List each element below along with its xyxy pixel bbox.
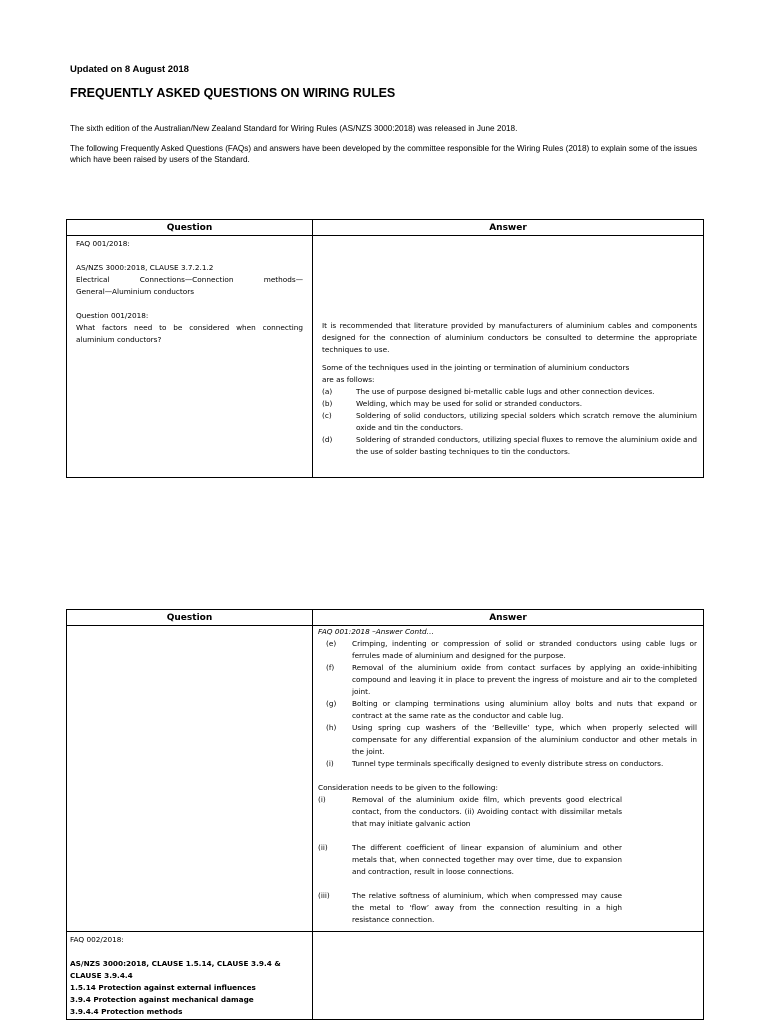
list-item [318, 698, 697, 722]
list-item-text: Crimping, indenting or compression of solid or stranded conductors using cable lugs or ferrules made of aluminium and designed for the purpose. [352, 639, 697, 660]
faq-table-2 [66, 609, 704, 1020]
consideration-item [318, 890, 622, 926]
answer-column-header: Answer [313, 220, 704, 236]
list-item-text: The use of purpose designed bi-metallic cable lugs and other connection devices. [356, 387, 655, 396]
answer-paragraph-2-line-2: are as follows: [322, 375, 375, 384]
consideration-text: The relative softness of aluminium, which when compressed may cause the metal to ‘flow’ away from the connection resulting in a high resistance connection. [352, 891, 622, 924]
page-title: FREQUENTLY ASKED QUESTIONS ON WIRING RULES [70, 86, 396, 100]
list-item [318, 638, 697, 662]
list-item [318, 758, 697, 770]
faq-topic-line-1: Electrical Connections—Connection methods— [76, 275, 303, 284]
list-item [322, 386, 697, 398]
answer-cell [313, 236, 704, 478]
consideration-label: (i) [318, 795, 326, 804]
faq-002-topic: 3.9.4 Protection against mechanical damage [70, 995, 254, 1004]
list-item-text: Bolting or clamping terminations using aluminium alloy bolts and nuts that expand or contract at the same rate as the conductor and cable lug. [352, 699, 697, 720]
question-cell-empty [67, 626, 313, 932]
question-column-header: Question [67, 610, 313, 626]
list-item [322, 398, 697, 410]
answer-cell-faq-002 [313, 932, 704, 1020]
question-cell [67, 236, 313, 478]
faq-clause: AS/NZS 3000:2018, CLAUSE 3.7.2.1.2 [76, 263, 214, 272]
faq-002-clause: AS/NZS 3000:2018, CLAUSE 1.5.14, CLAUSE 3.9.4 & CLAUSE 3.9.4.4 [70, 959, 281, 980]
list-item-label: (g) [326, 699, 337, 708]
answer-paragraph-2-line-1: Some of the techniques used in the jointing or termination of aluminium conductors [322, 363, 630, 372]
question-cell-faq-002 [67, 932, 313, 1020]
updated-date: Updated on 8 August 2018 [70, 64, 189, 75]
answer-column-header: Answer [313, 610, 704, 626]
answer-continued-label: FAQ 001:2018 –Answer Contd… [318, 627, 434, 636]
faq-topic-line-2: General—Aluminium conductors [76, 287, 195, 296]
list-item-text: Tunnel type terminals specifically designed to evenly distribute stress on conductors. [352, 759, 664, 768]
list-item-text: Welding, which may be used for solid or stranded conductors. [356, 399, 583, 408]
list-item-label: (c) [322, 411, 332, 420]
list-item [318, 662, 697, 698]
answer-paragraph-1: It is recommended that literature provided by manufacturers of aluminium cables and components designed for the connection of aluminium conductors be consulted to determine the appropriate techniques to use. [322, 321, 697, 354]
answer-cell-continued [313, 626, 704, 932]
list-item [322, 434, 697, 458]
list-item-text: Using spring cup washers of the ‘Belleville’ type, which when properly selected will compensate for any differential expansion of the aluminium conductor and other metals in the joint. [352, 723, 697, 756]
faq-002-id: FAQ 002/2018: [70, 935, 124, 944]
consideration-text: Removal of the aluminium oxide film, which prevents good electrical contact, from the conductors. (ii) Avoiding contact with dissimilar metals that may initiate galvanic action [352, 795, 622, 828]
question-column-header: Question [67, 220, 313, 236]
list-item-label: (a) [322, 387, 333, 396]
faq-id: FAQ 001/2018: [76, 239, 130, 248]
question-text: What factors need to be considered when connecting aluminium conductors? [76, 323, 303, 344]
list-item-label: (h) [326, 723, 337, 732]
list-item-label: (i) [326, 759, 334, 768]
consideration-item [318, 794, 622, 830]
consideration-item [318, 842, 622, 878]
consideration-label: (iii) [318, 891, 330, 900]
consideration-intro: Consideration needs to be given to the following: [318, 783, 498, 792]
list-item-label: (e) [326, 639, 337, 648]
consideration-text: The different coefficient of linear expansion of aluminium and other metals that, when connected together may over time, due to expansion and contraction, result in loose connections. [352, 843, 622, 876]
list-item [318, 722, 697, 758]
faq-table-1 [66, 219, 704, 478]
intro-paragraph-2: The following Frequently Asked Questions (FAQs) and answers have been developed by the committee responsible for the Wiring Rules (2018) to explain some of the issues which have been raised by users of the Standard. [70, 144, 698, 164]
list-item-label: (f) [326, 663, 335, 672]
list-item-label: (d) [322, 435, 333, 444]
faq-002-topic: 3.9.4.4 Protection methods [70, 1007, 183, 1016]
list-item [322, 410, 697, 434]
question-id: Question 001/2018: [76, 311, 149, 320]
list-item-text: Soldering of solid conductors, utilizing special solders which scratch remove the aluminium oxide and tin the conductors. [356, 411, 697, 432]
list-item-label: (b) [322, 399, 333, 408]
list-item-text: Removal of the aluminium oxide from contact surfaces by applying an oxide-inhibiting compound and leaving it in place to prevent the ingress of moisture and air to the completed joint. [352, 663, 697, 696]
list-item-text: Soldering of stranded conductors, utilizing special fluxes to remove the aluminium oxide and the use of solder basting techniques to tin the conductors. [356, 435, 697, 456]
intro-paragraph-1: The sixth edition of the Australian/New Zealand Standard for Wiring Rules (AS/NZS 3000:2018) was released in June 2018. [70, 124, 518, 133]
faq-002-topic: 1.5.14 Protection against external influences [70, 983, 256, 992]
consideration-label: (ii) [318, 843, 328, 852]
